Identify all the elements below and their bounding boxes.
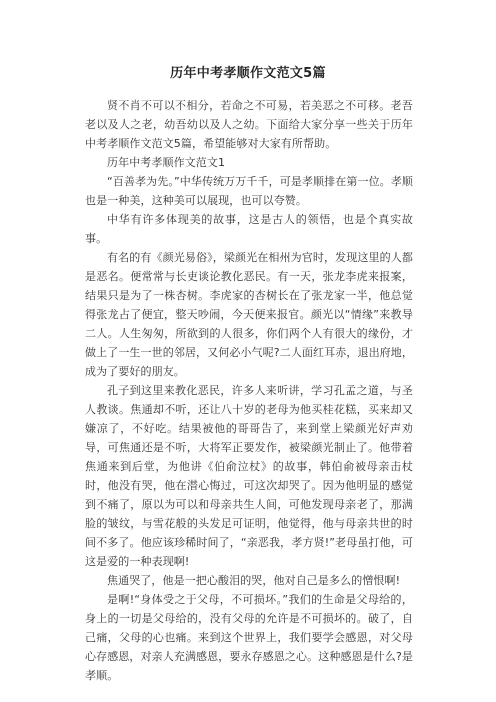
document-body <box>85 96 413 685</box>
body-paragraph: 孔子到这里来教化恶民，许多人来听讲，学习孔孟之道，与圣人教谈。焦通却不听，还让八十岁的老母为他买桂花糕，买来却又嫌凉了，不好吃。结果被他的哥哥告了，来到堂上梁颜光好声劝导，可焦通还是不听，大将军正要发作，被梁颜光制止了。他带着焦通来到后堂，为他讲《伯俞泣杖》的故事，韩伯俞被母亲击杖时，他没有哭，他在潜心悔过，可这次却哭了。因为他明显的感觉到不痛了，原以为可以和母亲共生人间，可他发现母亲老了，那满脸的皱纹，与雪花般的头发足可证明，他觉得，他与母亲共世的时间不多了。他应该珍稀时间了，“亲恶我，孝方贤!”老母虽打他，可这是爱的一种表现啊! <box>85 384 413 568</box>
document-title: 历年中考孝顺作文范文5篇 <box>170 66 326 81</box>
body-paragraph: 是啊!“身体受之于父母，不可损坏。”我们的生命是父母给的，身上的一切是父母给的，没有父母的允许是不可损坏的。破了，自己痛，父母的心也痛。来到这个世界上，我们要学会感恩，对父母心存感恩，对亲人充满感恩，要永存感恩之心。这种感恩是什么?是孝顺。 <box>85 593 413 682</box>
body-paragraph: “百善孝为先。”中华传统万万千千，可是孝顺排在第一位。孝顺也是一种美，这种美可以展现，也可以夸赞。 <box>85 175 413 207</box>
body-paragraph: 有名的有《颜光易俗》，梁颜光在相州为官时，发现这里的人都是恶名。便常常与长吏谈论教化恶民。有一天，张龙李虎来报案，结果只是为了一株杏树。李虎家的杏树长在了张龙家一半，他总觉得张龙占了便宜，整天吵闹，今天便来报官。颜光以“情缘”来教导二人。人生匆匆，所欲到的人很多，你们两个人有很大的缘份，才做上了一生一世的邻居，又何必小气呢?二人面红耳赤，退出府地，成为了要好的朋友。 <box>85 251 413 378</box>
intro-paragraph: 贤不肖不可以不相分，若命之不可易，若美恶之不可移。老吾老以及人之老，幼吾幼以及人之幼。下面给大家分享一些关于历年中考孝顺作文范文5篇，希望能够对大家有所帮助。 <box>85 99 413 150</box>
essay-heading: 历年中考孝顺作文范文1 <box>107 156 226 169</box>
body-paragraph: 焦通哭了，他是一把心酸泪的哭，他对自己是多么的憎恨啊! <box>107 574 401 587</box>
body-paragraph: 中华有许多体现美的故事，这是古人的领悟，也是个真实故事。 <box>85 213 413 245</box>
